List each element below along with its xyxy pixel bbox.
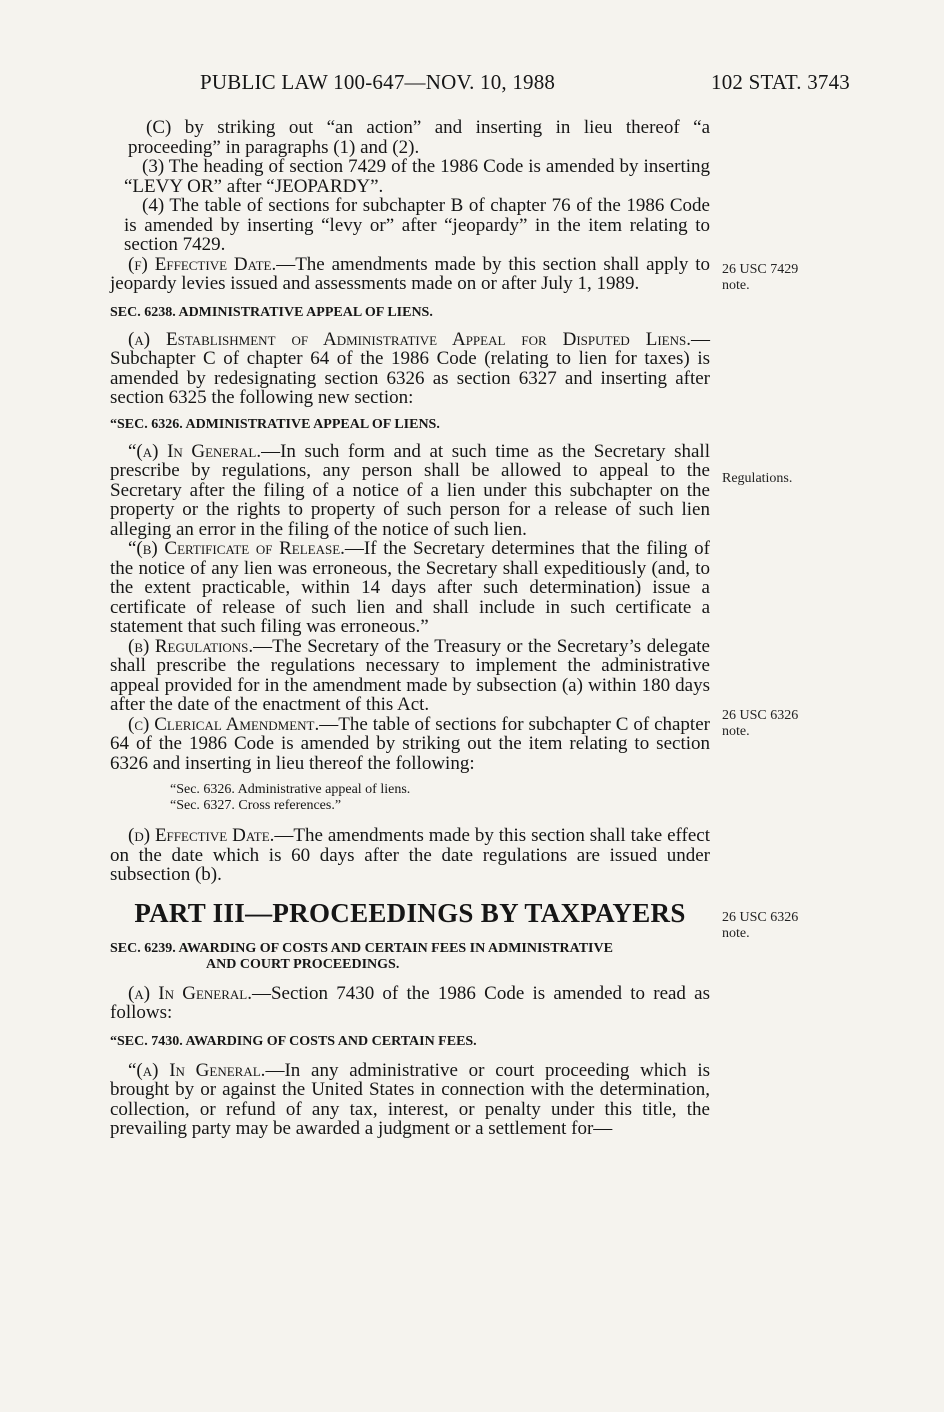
para-a-final xyxy=(110,1061,710,1139)
para-d-text: —The amendments made by this section shall take effect on the date which is 60 days after the date regulations are issued under subsection (b). xyxy=(110,825,710,885)
section-6238-heading: SEC. 6238. ADMINISTRATIVE APPEAL OF LIENS. xyxy=(110,304,433,320)
para-b-regulations xyxy=(110,637,710,715)
part-iii-heading: PART III—PROCEEDINGS BY TAXPAYERS xyxy=(134,897,686,928)
public-law-heading: PUBLIC LAW 100-647—NOV. 10, 1988 xyxy=(200,70,556,94)
para-b-reg-head: (b) Regulations. xyxy=(128,635,254,657)
para-a-est-text: —Subchapter C of chapter 64 of the 1986 Code (relating to lien for taxes) is amended by redesignating section 6326 as section 6327 and inserting after section 6325 the following new section: xyxy=(110,328,710,408)
section-7430-heading: “SEC. 7430. AWARDING OF COSTS AND CERTAIN FEES. xyxy=(110,1033,477,1049)
para-b-certificate xyxy=(110,539,710,637)
para-b-cert-text: —If the Secretary determines that the filing of the notice of any lien was erroneous, the Secretary shall expeditiously (and, to the extent practicable, within 14 days after such determination) issue a certificate of release of such lien and shall include in such certificate a statement that such filing was erroneous.” xyxy=(110,538,711,637)
para-c-cler-text: —The table of sections for subchapter C of chapter 64 of the 1986 Code is amended by striking out the item relating to section 6326 and inserting in lieu thereof the following: xyxy=(110,713,710,774)
margin-note-citation: 26 USC 6326 xyxy=(722,708,799,723)
para-f-effective-date xyxy=(110,255,710,294)
para-a-section-7430 xyxy=(110,984,710,1023)
table-item: “Sec. 6326. Administrative appeal of liens. xyxy=(170,782,411,797)
para-a-establishment xyxy=(110,330,710,408)
para-a-gen-text: —In such form and at such time as the Secretary shall prescribe by regulations, any person shall be allowed to appeal to the Secretary after the filing of a notice of a lien under this subchapter on the property or the rights to property of such person for a release of such lien alleging an error in the filing of the notice of such lien. xyxy=(110,440,710,540)
para-d-effective-date xyxy=(110,826,710,885)
margin-note-suffix: note. xyxy=(722,724,750,739)
table-of-sections-list xyxy=(110,782,710,814)
para-a-final-text: —In any administrative or court proceeding which is brought by or against the United States in connection with the determination, collection, or refund of any tax, interest, or penalty under this title, the prevailing party may be awarded a judgment or a settlement for— xyxy=(110,1059,710,1139)
margin-note-26-usc-6326-b xyxy=(722,910,798,942)
margin-note-citation: 26 USC 6326 xyxy=(722,910,799,925)
para-a-in-general xyxy=(110,442,710,540)
para-b-reg-text: —The Secretary of the Treasury or the Secretary’s delegate shall prescribe the regulations necessary to implement the administrative appeal provided for in the amendment made by subsection (a) within 180 days after the date of the enactment of this Act. xyxy=(110,635,710,715)
margin-note-regulations xyxy=(722,471,792,487)
para-f-text: —The amendments made by this section shall apply to jeopardy levies issued and assessments made on or after July 1, 1989. xyxy=(110,253,710,294)
para-b-cert-head: “(b) Certificate of Release. xyxy=(128,538,345,559)
running-header xyxy=(200,70,850,104)
margin-note-label: Regulations. xyxy=(722,471,793,486)
para-a-gen-head: “(a) In General. xyxy=(128,440,262,462)
para-a-final-head: “(a) In General. xyxy=(128,1059,266,1081)
margin-note-citation: 26 USC 7429 xyxy=(722,262,799,277)
statute-page-number: 102 STAT. 3743 xyxy=(711,70,850,94)
section-6239-heading xyxy=(110,941,710,973)
margin-note-26-usc-6326-a xyxy=(722,708,798,740)
section-6239-line-1: SEC. 6239. AWARDING OF COSTS AND CERTAIN FEES IN ADMINISTRATIVE xyxy=(110,940,613,956)
body-text xyxy=(110,118,710,1139)
margin-note-suffix: note. xyxy=(722,278,750,293)
margin-note-26-usc-7429 xyxy=(722,262,798,294)
para-a-7430-text: —Section 7430 of the 1986 Code is amended to read as follows: xyxy=(110,982,710,1023)
para-a-7430-head: (a) In General. xyxy=(128,982,252,1004)
para-a-est-head: (a) Establishment of Administrative Appeal for Disputed Liens. xyxy=(128,328,691,350)
margin-note-suffix: note. xyxy=(722,926,750,941)
table-item: “Sec. 6327. Cross references.” xyxy=(170,798,342,813)
para-4-table: (4) The table of sections for subchapter B of chapter 76 of the 1986 Code is amended by inserting “levy or” after “jeopardy” in the item relating to section 7429. xyxy=(124,195,710,255)
para-f-head: (f) Effective Date. xyxy=(128,253,277,275)
para-c-cler-head: (c) Clerical Amendment. xyxy=(128,713,320,735)
para-3-heading: (3) The heading of section 7429 of the 1986 Code is amended by inserting “LEVY OR” after “JEOPARDY”. xyxy=(124,156,710,197)
para-c-clerical xyxy=(110,715,710,774)
para-c-striking: (C) by striking out “an action” and inserting in lieu thereof “a proceeding” in paragraphs (1) and (2). xyxy=(128,117,710,158)
section-6326-heading: “SEC. 6326. ADMINISTRATIVE APPEAL OF LIENS. xyxy=(110,416,440,432)
section-6239-line-2: AND COURT PROCEEDINGS. xyxy=(206,956,400,972)
para-d-head: (d) Effective Date. xyxy=(128,825,275,846)
